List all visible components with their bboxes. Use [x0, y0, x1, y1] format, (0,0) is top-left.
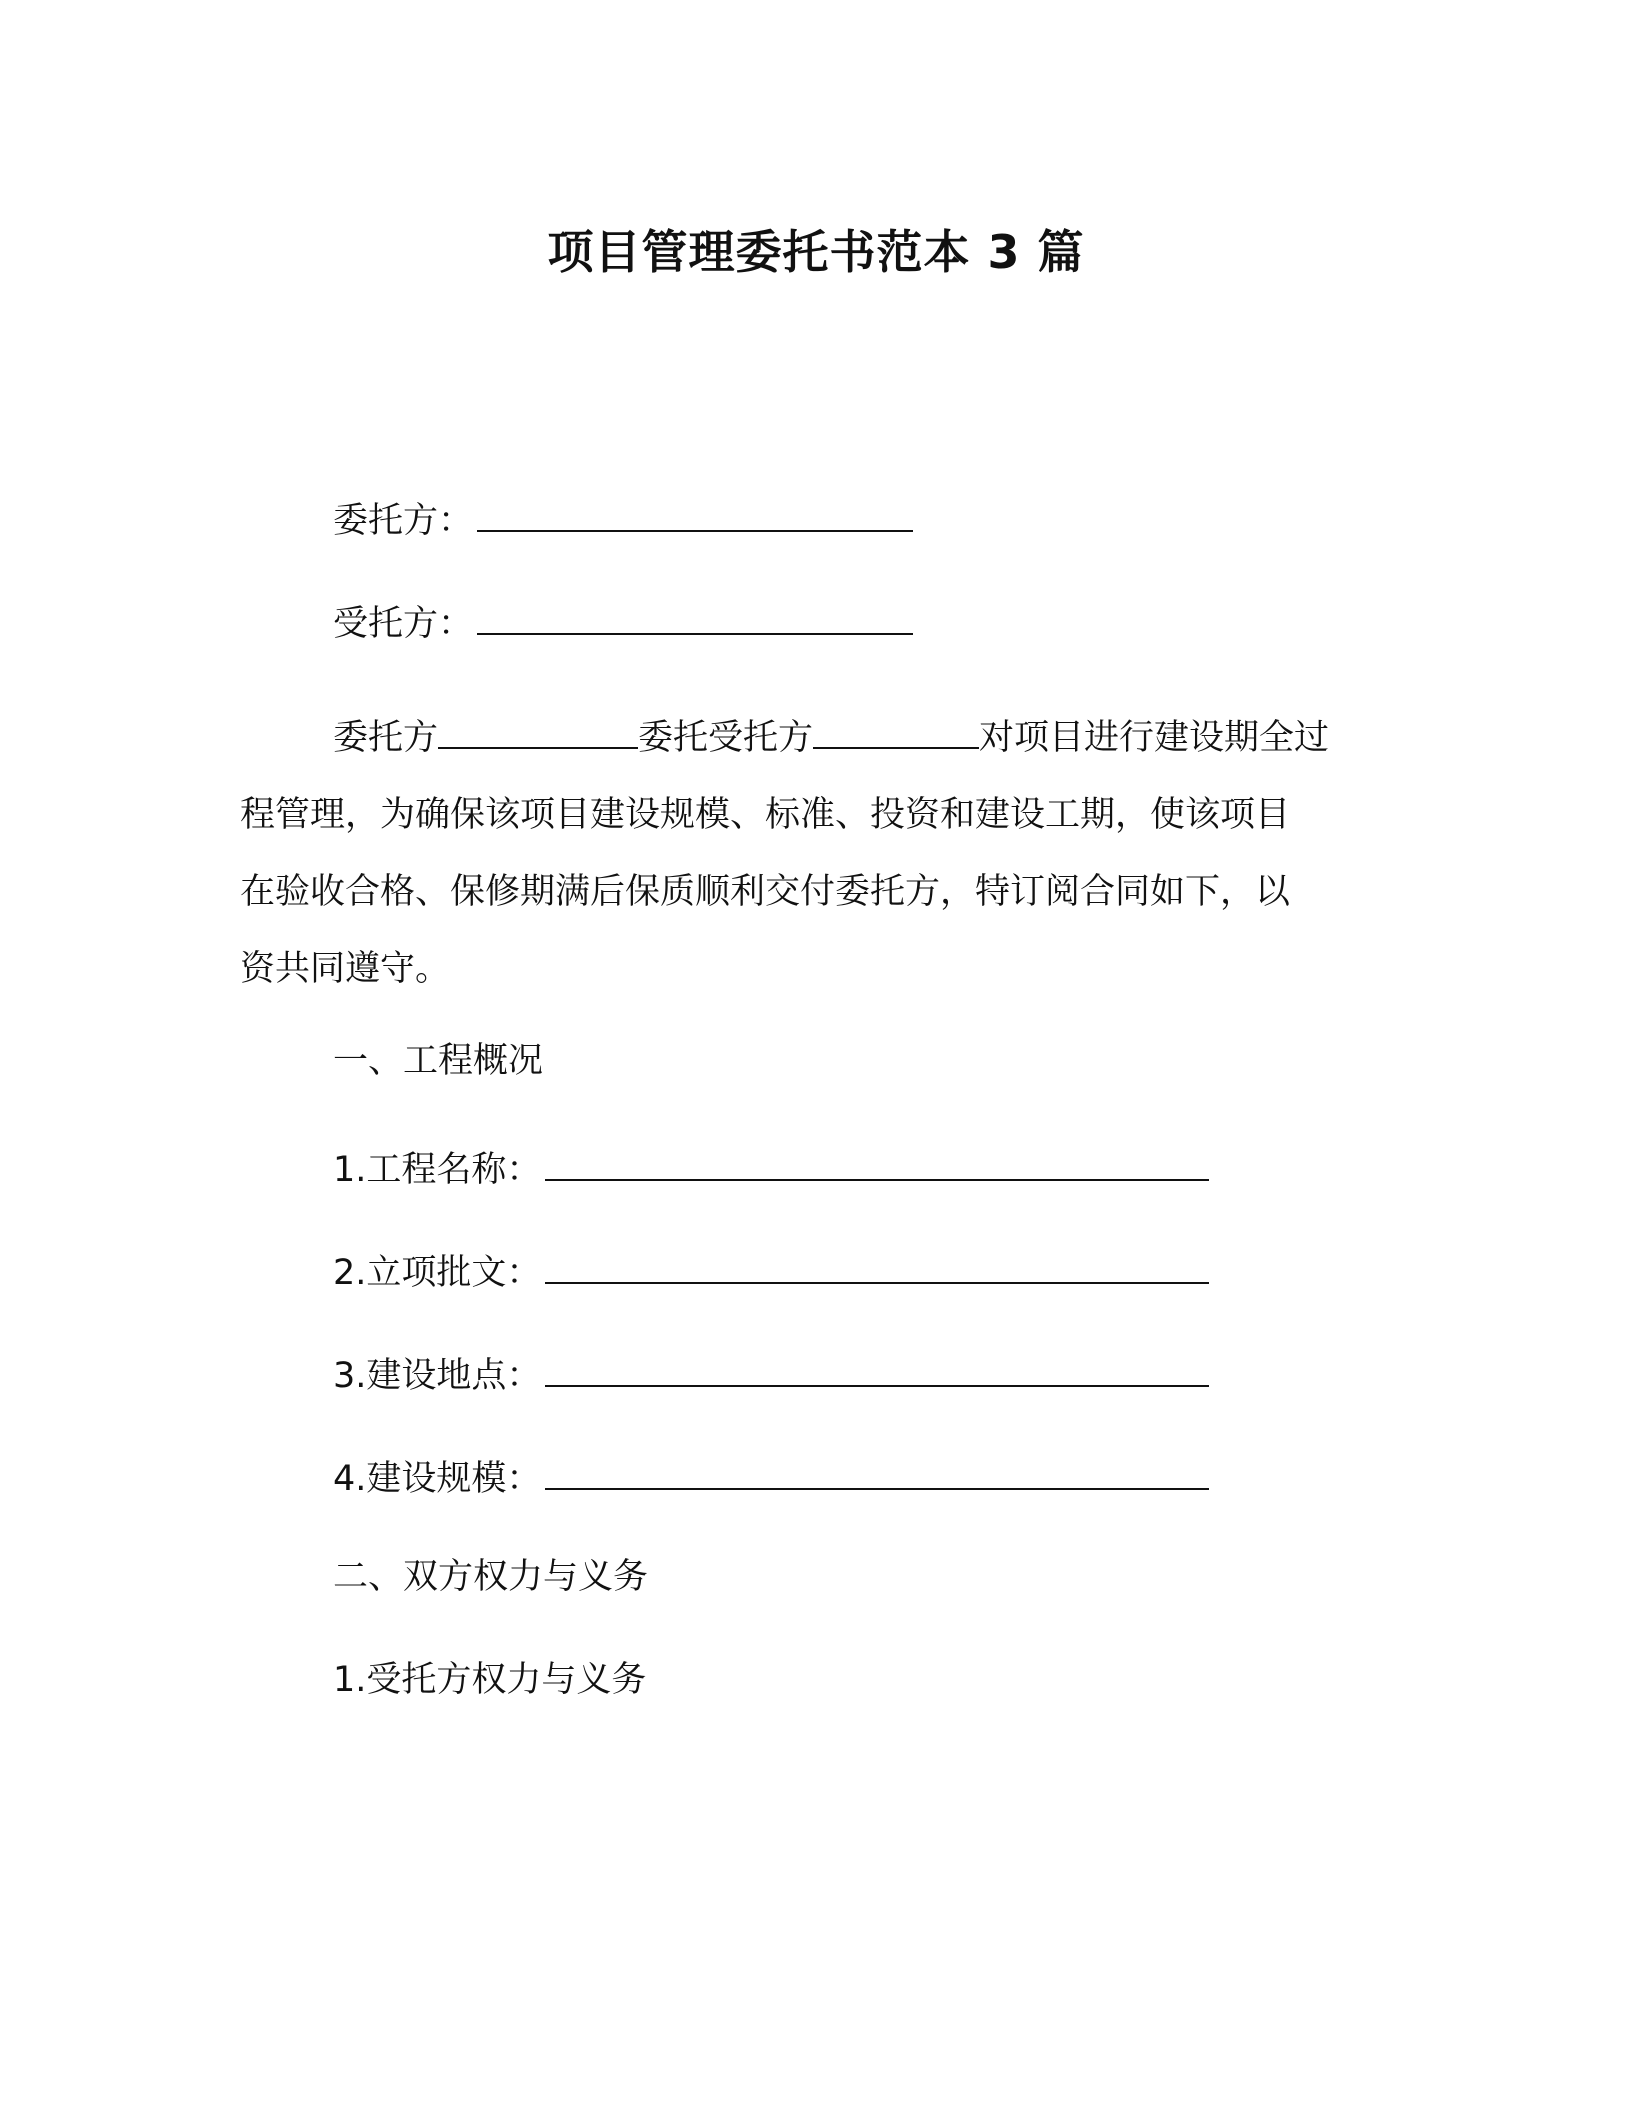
intro-part-2: 委托受托方 — [638, 718, 814, 758]
intro-paragraph — [240, 700, 1380, 1008]
approval-doc-label: 2.立项批文： — [333, 1253, 542, 1293]
project-name-label: 1.工程名称： — [333, 1150, 542, 1190]
client-label: 委托方： — [333, 501, 474, 541]
trustee-line — [333, 597, 913, 649]
section-2-sub-1: 1.受托方权力与义务 — [333, 1660, 647, 1700]
client-line — [333, 494, 913, 546]
approval-doc-blank — [545, 1246, 1209, 1284]
intro-client-blank — [438, 711, 638, 749]
intro-part-1: 委托方 — [333, 718, 439, 758]
trustee-label: 受托方： — [333, 604, 474, 644]
intro-trustee-blank — [813, 711, 979, 749]
intro-line-1 — [240, 700, 1380, 777]
section-2-heading: 二、双方权力与义务 — [333, 1557, 649, 1597]
approval-doc-line — [333, 1246, 1209, 1298]
intro-line-3: 在验收合格、保修期满后保质顺利交付委托方，特订阅合同如下，以 — [240, 872, 1291, 912]
scale-line — [333, 1452, 1209, 1504]
trustee-blank — [477, 597, 913, 635]
intro-line-4: 资共同遵守。 — [240, 949, 451, 989]
section-1-heading: 一、工程概况 — [333, 1041, 544, 1081]
location-blank — [545, 1349, 1209, 1387]
project-name-blank — [545, 1143, 1209, 1181]
location-line — [333, 1349, 1209, 1401]
intro-line-2: 程管理，为确保该项目建设规模、标准、投资和建设工期，使该项目 — [240, 795, 1291, 835]
scale-label: 4.建设规模： — [333, 1459, 542, 1499]
client-blank — [477, 494, 913, 532]
document-title: 项目管理委托书范本 3 篇 — [547, 225, 1085, 279]
scale-blank — [545, 1452, 1209, 1490]
intro-part-3: 对项目进行建设期全过 — [979, 718, 1330, 758]
project-name-line — [333, 1143, 1209, 1195]
location-label: 3.建设地点： — [333, 1356, 542, 1396]
